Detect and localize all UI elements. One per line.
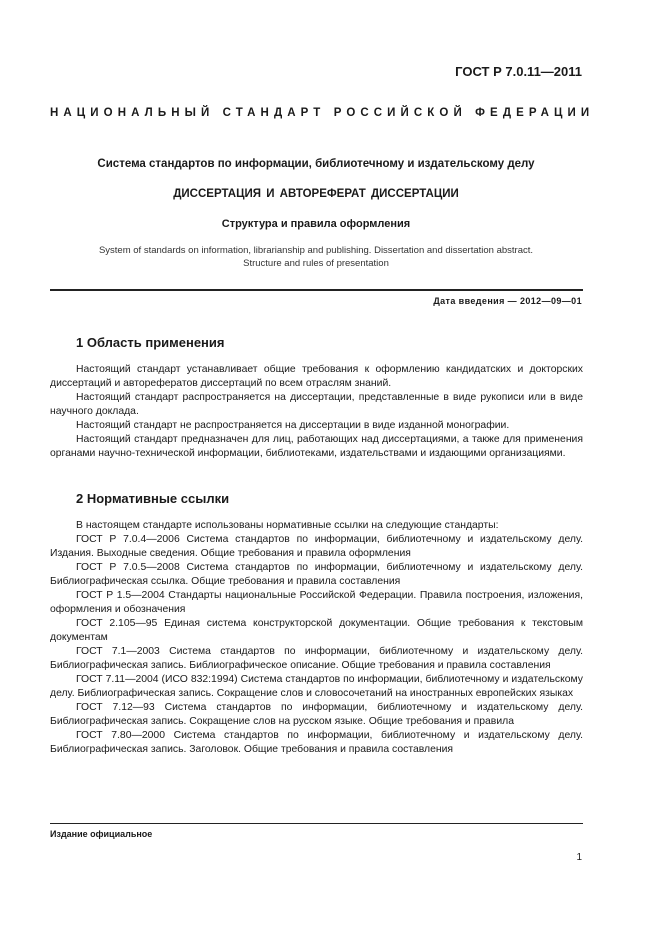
paragraph: Настоящий стандарт устанавливает общие требования к оформлению кандидатских и докторских диссертаций и авторефератов диссертаций по всем отраслям знаний. xyxy=(50,364,583,389)
gost-number: ГОСТ Р 7.0.11—2011 xyxy=(455,64,582,79)
document-subtitle: Структура и правила оформления xyxy=(221,218,411,230)
reference-item: ГОСТ 7.11—2004 (ИСО 832:1994) Система стандартов по информации, библиотечному и издательскому делу. Библиографическая запись. Сокращение слов и словосочетаний на иностранных европейских языках xyxy=(50,674,583,699)
reference-item: ГОСТ 7.80—2000 Система стандартов по информации, библиотечному и издательскому делу. Библиографическая запись. Заголовок. Общие требования и правила составления xyxy=(50,730,583,755)
reference-item: ГОСТ 2.105—95 Единая система конструкторской документации. Общие требования к текстовым документам xyxy=(50,618,583,643)
paragraph: Настоящий стандарт распространяется на диссертации, представленные в виде рукописи или в виде научного доклада. xyxy=(50,392,583,417)
paragraph: Настоящий стандарт предназначен для лиц, работающих над диссертациями, а также для применения органами научно-технической информации, библиотеками, издательствами и издающими организациями. xyxy=(50,434,583,459)
paragraph: Настоящий стандарт не распространяется на диссертации в виде изданной монографии. xyxy=(76,420,510,431)
national-standard-title: НАЦИОНАЛЬНЫЙ СТАНДАРТ РОССИЙСКОЙ ФЕДЕРАЦИИ xyxy=(50,107,595,119)
reference-item: ГОСТ 7.1—2003 Система стандартов по информации, библиотечному и издательскому делу. Библиографическая запись. Библиографическое описание. Общие требования и правила составления xyxy=(50,646,583,671)
document-title: ДИССЕРТАЦИЯ И АВТОРЕФЕРАТ ДИССЕРТАЦИИ xyxy=(173,188,459,200)
reference-item: ГОСТ Р 1.5—2004 Стандарты национальные Российской Федерации. Правила построения, изложения, оформления и обозначения xyxy=(50,590,583,615)
introduction-date: Дата введения — 2012—09—01 xyxy=(433,296,582,306)
reference-item: ГОСТ Р 7.0.4—2006 Система стандартов по информации, библиотечному и издательскому делу. Издания. Выходные сведения. Общие требования и правила оформления xyxy=(50,534,583,559)
page-number: 1 xyxy=(576,852,582,863)
reference-item: ГОСТ 7.12—93 Система стандартов по информации, библиотечному и издательскому делу. Библиографическая запись. Сокращение слов на русском языке. Общие требования и правила xyxy=(50,702,583,727)
section-body-scope xyxy=(50,363,583,461)
english-title-line-1: System of standards on information, librarianship and publishing. Dissertation and dissertation abstract. xyxy=(98,245,534,256)
english-title xyxy=(50,244,582,270)
paragraph: В настоящем стандарте использованы нормативные ссылки на следующие стандарты: xyxy=(76,520,499,531)
reference-item: ГОСТ Р 7.0.5—2008 Система стандартов по информации, библиотечному и издательскому делу. Библиографическая ссылка. Общие требования и правила составления xyxy=(50,562,583,587)
footer-divider xyxy=(50,823,583,824)
header-divider xyxy=(50,289,583,291)
section-heading-references: 2 Нормативные ссылки xyxy=(76,491,230,506)
english-title-line-2: Structure and rules of presentation xyxy=(243,258,389,269)
standards-system-title: Система стандартов по информации, библиотечному и издательскому делу xyxy=(97,158,535,170)
section-body-references xyxy=(50,519,583,757)
edition-note: Издание официальное xyxy=(50,829,153,839)
section-heading-scope: 1 Область применения xyxy=(76,335,225,350)
